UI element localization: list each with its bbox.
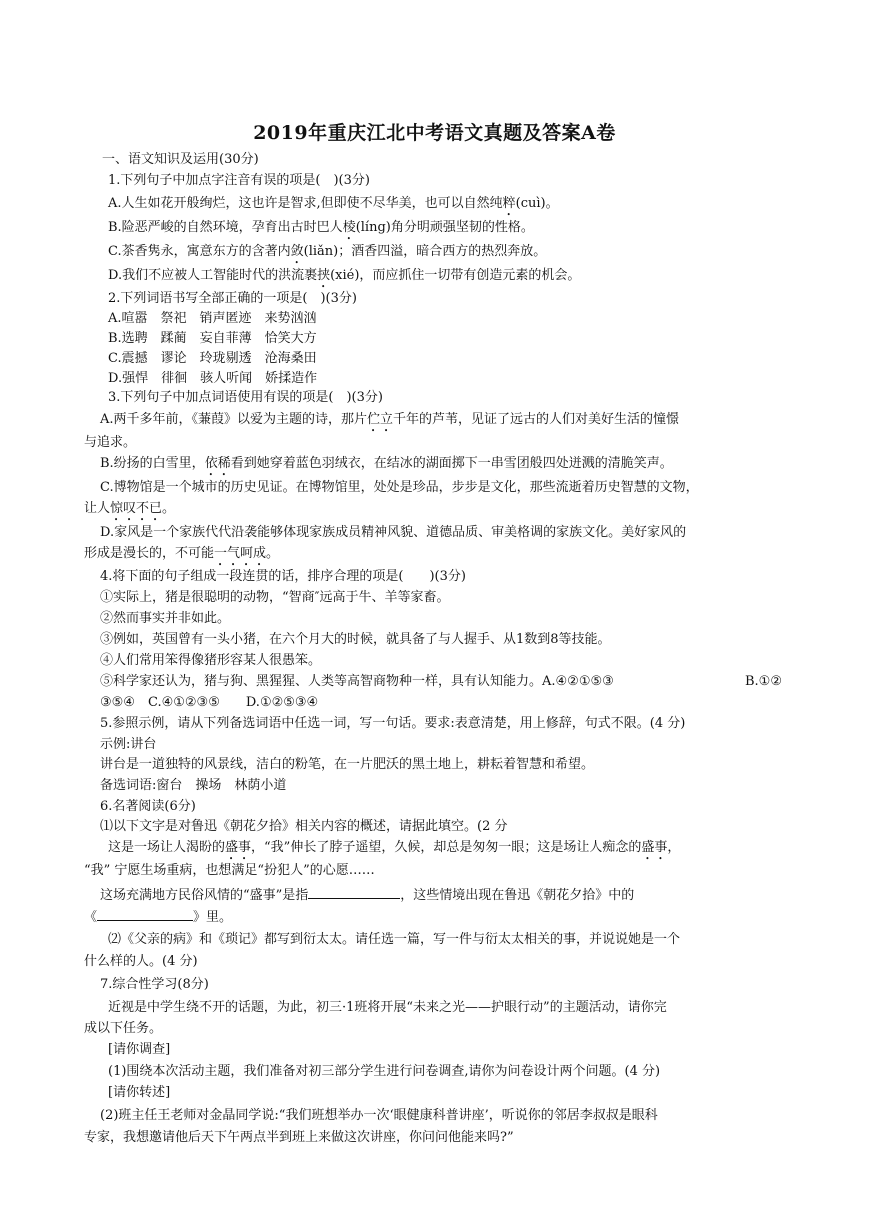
question-1-option-b: B.险恶严峻的自然环境，孕育出古时巴人棱(líng)角分明顽强坚韧的性格。: [108, 220, 534, 235]
question-6-part-1: ⑴以下文字是对鲁迅《朝花夕拾》相关内容的概述，请据此填空。(2 分: [100, 819, 508, 834]
question-7-task-2: (2)班主任王老师对金晶同学说:“我们班想举办一次‘眼健康科普讲座’，听说你的邻居李叔叔是眼科: [100, 1108, 658, 1123]
question-5-stem: 5.参照示例，请从下列备选词语中任选一词，写一句话。要求:表意清楚，用上修辞，句式不限。(4 分): [100, 716, 686, 731]
question-7-task-tag-2: [请你转述]: [108, 1085, 171, 1100]
question-1-option-d: D.我们不应被人工智能时代的洪流裹挟(xié)，而应抓住一切带有创造元素的机会。: [108, 268, 581, 283]
question-3-option-c-cont: 让人惊叹不已。: [84, 501, 176, 516]
section-heading: 一、语文知识及运用(30分): [102, 152, 259, 167]
question-4-sentence-5: ⑤科学家还认为，猪与狗、黑猩猩、人类等高智商物种一样，具有认知能力。A.④②①⑤③: [100, 674, 614, 689]
question-1-option-c: C.茶香隽永，寓意东方的含著内敛(liǎn)；酒香四溢，暗合西方的热烈奔放。: [108, 244, 547, 259]
answer-blank-1[interactable]: [308, 884, 400, 899]
question-2-option-a: A.喧嚣 祭祀 销声匿迹 来势汹汹: [108, 311, 317, 326]
page-title: 2019年重庆江北中考语文真题及答案A卷: [253, 122, 616, 144]
question-2-option-d: D.强悍 徘徊 骇人听闻 娇揉造作: [108, 371, 318, 386]
question-7-task-1: (1)围绕本次活动主题，我们准备对初三部分学生进行问卷调查,请你为问卷设计两个问题。(4 分): [108, 1064, 661, 1079]
question-6-part-2-cont: 什么样的人。(4 分): [84, 954, 198, 969]
question-3-option-b: B.纷扬的白雪里，依稀看到她穿着蓝色羽绒衣，在结冰的湖面掷下一串雪团般四处迸溅的清脆笑声。: [100, 456, 673, 471]
question-7-task-tag-1: [请你调查]: [108, 1042, 171, 1057]
question-2-stem: 2.下列词语书写全部正确的一项是( )(3分): [108, 291, 357, 306]
question-4-options: ③⑤④ C.④①②③⑤ D.①②⑤③④: [100, 695, 319, 710]
question-3-option-d-cont: 形成是漫长的，不可能一气呵成。: [84, 546, 280, 561]
question-2-option-c: C.震撼 谬论 玲珑剔透 沧海桑田: [108, 351, 317, 366]
question-7-intro: 近视是中学生绕不开的话题，为此，初三·1班将开展“未来之光——护眼行动”的主题活动，请你完: [108, 1000, 667, 1015]
question-6-stem: 6.名著阅读(6分): [100, 799, 196, 814]
question-7-task-2-cont: 专家，我想邀请他后天下午两点半到班上来做这次讲座，你问问他能来吗?”: [84, 1130, 514, 1145]
question-4-stem: 4.将下面的句子组成一段连贯的话，排序合理的项是( )(3分): [100, 569, 466, 584]
question-4-sentence-4: ④人们常用笨得像猪形容某人很愚笨。: [100, 653, 322, 668]
question-3-option-a-cont: 与追求。: [84, 435, 137, 450]
question-5-example-label: 示例:讲台: [100, 737, 157, 752]
question-6-passage-line-2: “我” 宁愿生场重病，也想满足“扮犯人”的心愿……: [84, 863, 375, 878]
question-6-part-2: ⑵《父亲的病》和《琐记》都写到衍太太。请任选一篇，写一件与衍太太相关的事，并说说她是一个: [108, 932, 681, 947]
question-7-stem: 7.综合性学习(8分): [100, 977, 209, 992]
question-5-example-text: 讲台是一道独特的风景线，洁白的粉笔，在一片肥沃的黑土地上，耕耘着智慧和希望。: [100, 757, 595, 772]
question-1-option-a: A.人生如花开般绚烂，这也许是智求,但即使不尽华美，也可以自然纯粹(cuì)。: [108, 196, 559, 211]
question-3-option-d: D.家风是一个家族代代沿袭能够体现家族成员精神风貌、道德品质、审美格调的家族文化。美好家风的: [100, 525, 687, 540]
question-6-passage-line-1: 这是一场让人渴盼的盛事，“我”伸长了脖子遥望，久候，却总是匆匆一眼；这是场让人痴念的盛事，: [108, 840, 681, 855]
question-5-options: 备选词语:窗台 操场 林荫小道: [100, 778, 287, 793]
question-1-stem: 1.下列句子中加点字注音有误的项是( )(3分): [108, 173, 370, 188]
question-7-intro-cont: 成以下任务。: [84, 1021, 163, 1036]
question-4-sentence-1: ①实际上，猪是很聪明的动物，“智商″远高于牛、羊等家畜。: [100, 590, 450, 605]
question-3-option-a: A.两千多年前，《蒹葭》以爱为主题的诗，那片伫立千年的芦苇，见证了远古的人们对美好生活的憧憬: [100, 412, 680, 427]
answer-blank-2[interactable]: [97, 906, 193, 921]
question-6-fill-line-1: 这场充满地方民俗风情的“盛事”是指 ，这些情境出现在鲁迅《朝花夕拾》中的: [100, 884, 634, 906]
question-3-stem: 3.下列句子中加点词语使用有误的项是( )(3分): [108, 390, 383, 405]
question-6-fill-line-2: 《 》里。: [84, 906, 232, 928]
question-4-sentence-3: ③例如，英国曾有一头小猪，在六个月大的时候，就具备了与人握手、从1数到8等技能。: [100, 632, 611, 647]
question-4-sentence-2: ②然而事实并非如此。: [100, 611, 231, 626]
question-2-option-b: B.选聘 蹂蔺 妄自菲薄 恰笑大方: [108, 331, 317, 346]
question-4-option-b: B.①②: [745, 674, 782, 689]
question-3-option-c: C.博物馆是一个城市的历史见证。在博物馆里，处处是珍品，步步是文化，那些流逝着历史智慧的文物，: [100, 480, 699, 495]
